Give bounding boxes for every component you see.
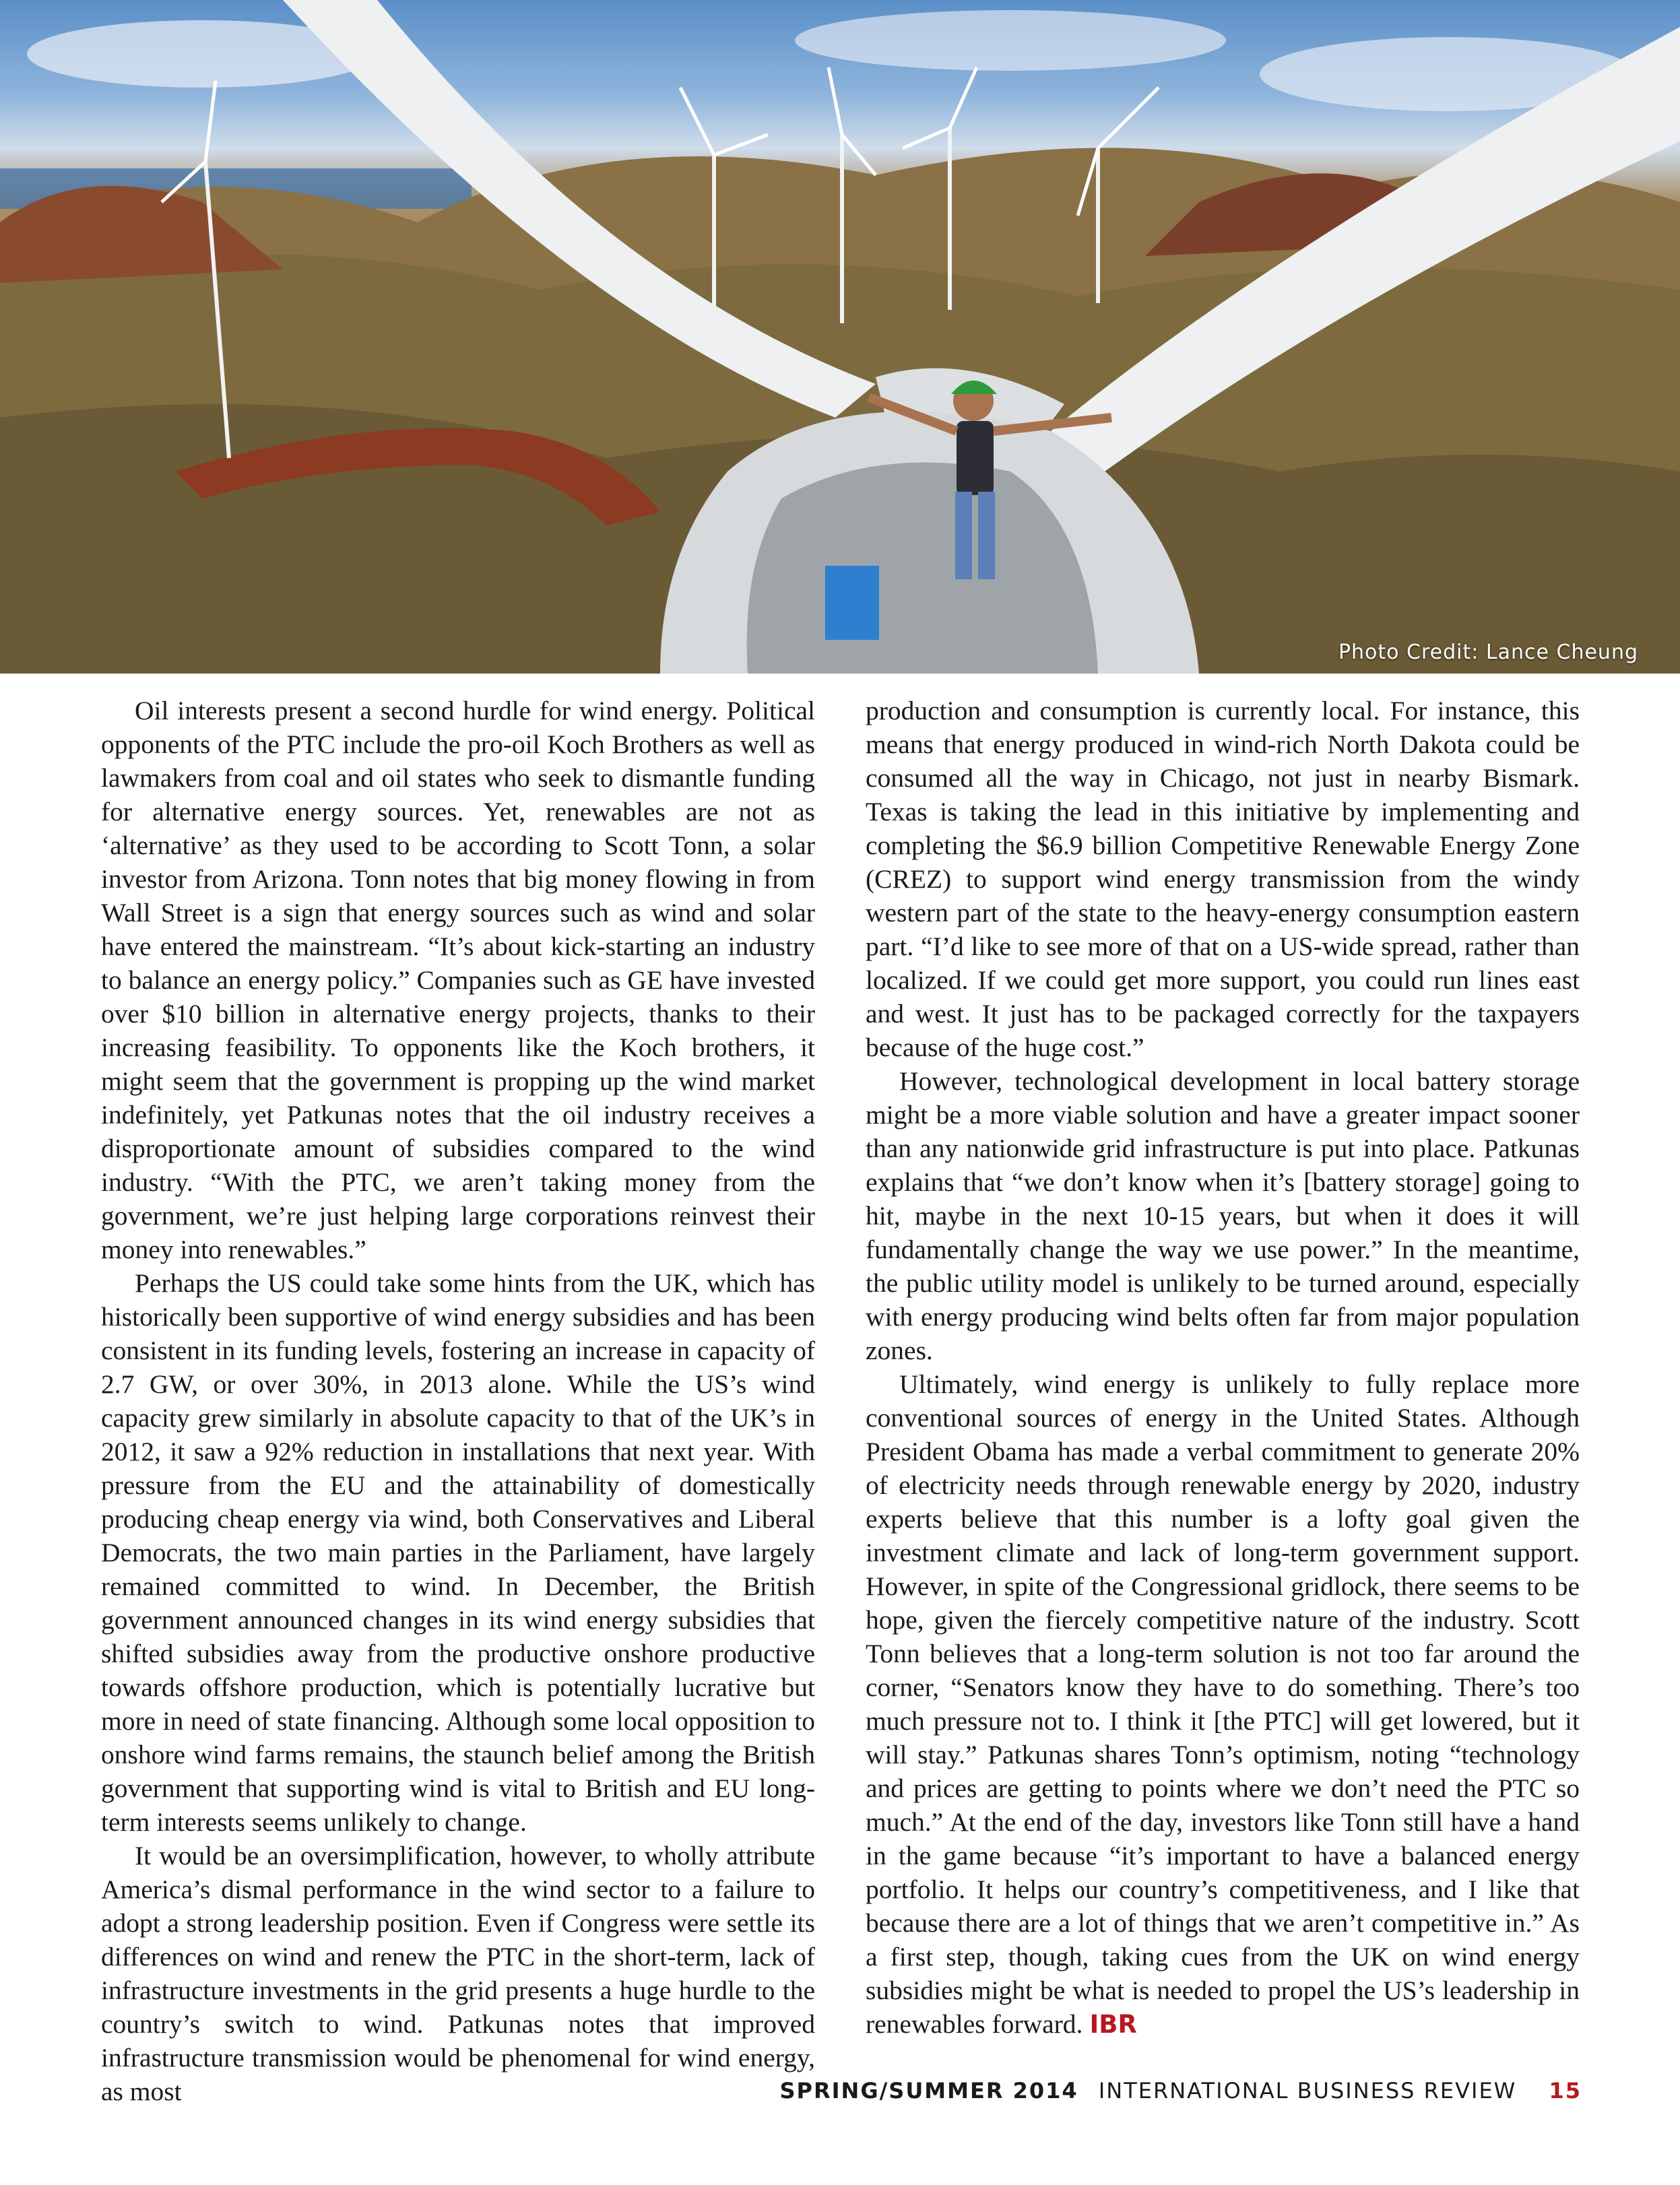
page-footer <box>779 2078 1582 2104</box>
paragraph: However, technological development in local battery storage might be a more viable solution and have a greater impact sooner than any nationwide grid infrastructure is put into place. Patkunas explains that “we don’t know when it’s [battery storage] going to hit, maybe in the next 10-15 years, but when it does it will fundamentally change the way we use power.” In the meantime, the public utility model is unlikely to be turned around, especially with energy producing wind belts often far from major population zones. <box>866 1066 1580 1365</box>
wind-turbine-photo-icon <box>0 0 1680 674</box>
paragraph: Oil interests present a second hurdle for wind energy. Political opponents of the PTC include the pro-oil Koch Brothers as well as lawmakers from coal and oil states who seek to dismantle funding for alternative energy sources. Yet, renewables are not as ‘alternative’ as they used to be according to Scott Tonn, a solar investor from Arizona. Tonn notes that big money flowing in from Wall Street is a sign that energy sources such as wind and solar have entered the mainstream. “It’s about kick-starting an industry to balance an energy policy.” Companies such as GE have invested over $10 billion in alternative energy projects, thanks to their increasing feasibility. To opponents like the Koch brothers, it might seem that the government is propping up the wind market indefinitely, yet Patkunas notes that the oil industry receives a disproportionate amount of subsidies compared to the wind industry. “With the PTC, we aren’t taking money from the government, we’re just helping large corporations reinvest their money into renewables.” <box>101 696 815 1264</box>
end-mark: IBR <box>1089 2010 1137 2039</box>
article-column-left <box>101 694 815 2108</box>
journal-name: INTERNATIONAL BUSINESS REVIEW <box>1098 2078 1517 2104</box>
photo-credit: Photo Credit: Lance Cheung <box>1338 641 1638 664</box>
page-number: 15 <box>1549 2078 1582 2104</box>
header-photo <box>0 0 1680 674</box>
paragraph: It would be an oversimplification, however, to wholly attribute America’s dismal performance in the wind sector to a failure to adopt a strong leadership position. Even if Congress were settle its differences on wind and renew the PTC in the short-term, lack of infrastructure investments in the grid presents a huge hurdle to the country’s switch to wind. Patkunas notes that improved infrastructure transmission would be phenomenal for wind energy, as most <box>101 1841 815 2106</box>
issue-label: SPRING/SUMMER 2014 <box>779 2078 1078 2104</box>
paragraph: Perhaps the US could take some hints from the UK, which has historically been supportive of wind energy subsidies and has been consistent in its funding levels, fostering an increase in capacity of 2.7 GW, or over 30%, in 2013 alone. While the US’s wind capacity grew similarly in absolute capacity to that of the UK’s in 2012, it saw a 92% reduction in installations that next year. With pressure from the EU and the attainability of domestically producing cheap energy via wind, both Conservatives and Liberal Democrats, the two main parties in the Parliament, have largely remained committed to wind. In December, the British government announced changes in its wind energy subsidies that shifted subsidies away from the productive onshore productive towards offshore production, which is potentially lucrative but more in need of state financing. Although some local opposition to onshore wind farms remains, the staunch belief among the British government that supporting wind is vital to British and EU long-term interests seems unlikely to change. <box>101 1268 815 1837</box>
article-column-right <box>866 694 1580 2042</box>
paragraph-continued: production and consumption is currently local. For instance, this means that energy produced in wind-rich North Dakota could be consumed all the way in Chicago, not just in nearby Bismark. Texas is taking the lead in this initiative by implementing and completing the $6.9 billion Competitive Renewable Energy Zone (CREZ) to support wind energy transmission from the windy western part of the state to the heavy-energy consumption eastern part. “I’d like to see more of that on a US-wide spread, rather than localized. If we could get more support, you could run lines east and west. It just has to be packaged correctly for the taxpayers because of the huge cost.” <box>866 696 1580 1062</box>
paragraph-text: Ultimately, wind energy is unlikely to fully replace more conventional sources of energy in the United States. Although President Obama has made a verbal commitment to generate 20% of electricity needs through renewable energy by 2020, industry experts believe that this number is a lofty goal given the investment climate and lack of long-term government support. However, in spite of the Congressional gridlock, there seems to be hope, given the fiercely competitive nature of the industry. Scott Tonn believes that a long-term solution is not too far around the corner, “Senators know they have to do something. There’s too much pressure not to. I think it [the PTC] will get lowered, but it will stay.” Patkunas shares Tonn’s optimism, noting “technology and prices are getting to points where we don’t need the PTC so much.” At the end of the day, investors like Tonn still have a hand in the game because “it’s important to have a balanced energy portfolio. It helps our country’s competitiveness, and I like that because there are a lot of things that we aren’t competitive in.” As a first step, though, taking cues from the UK on wind energy subsidies might be what is needed to propel the US’s leadership in renewables forward. <box>866 1369 1580 2039</box>
paragraph-final <box>866 1367 1580 2042</box>
